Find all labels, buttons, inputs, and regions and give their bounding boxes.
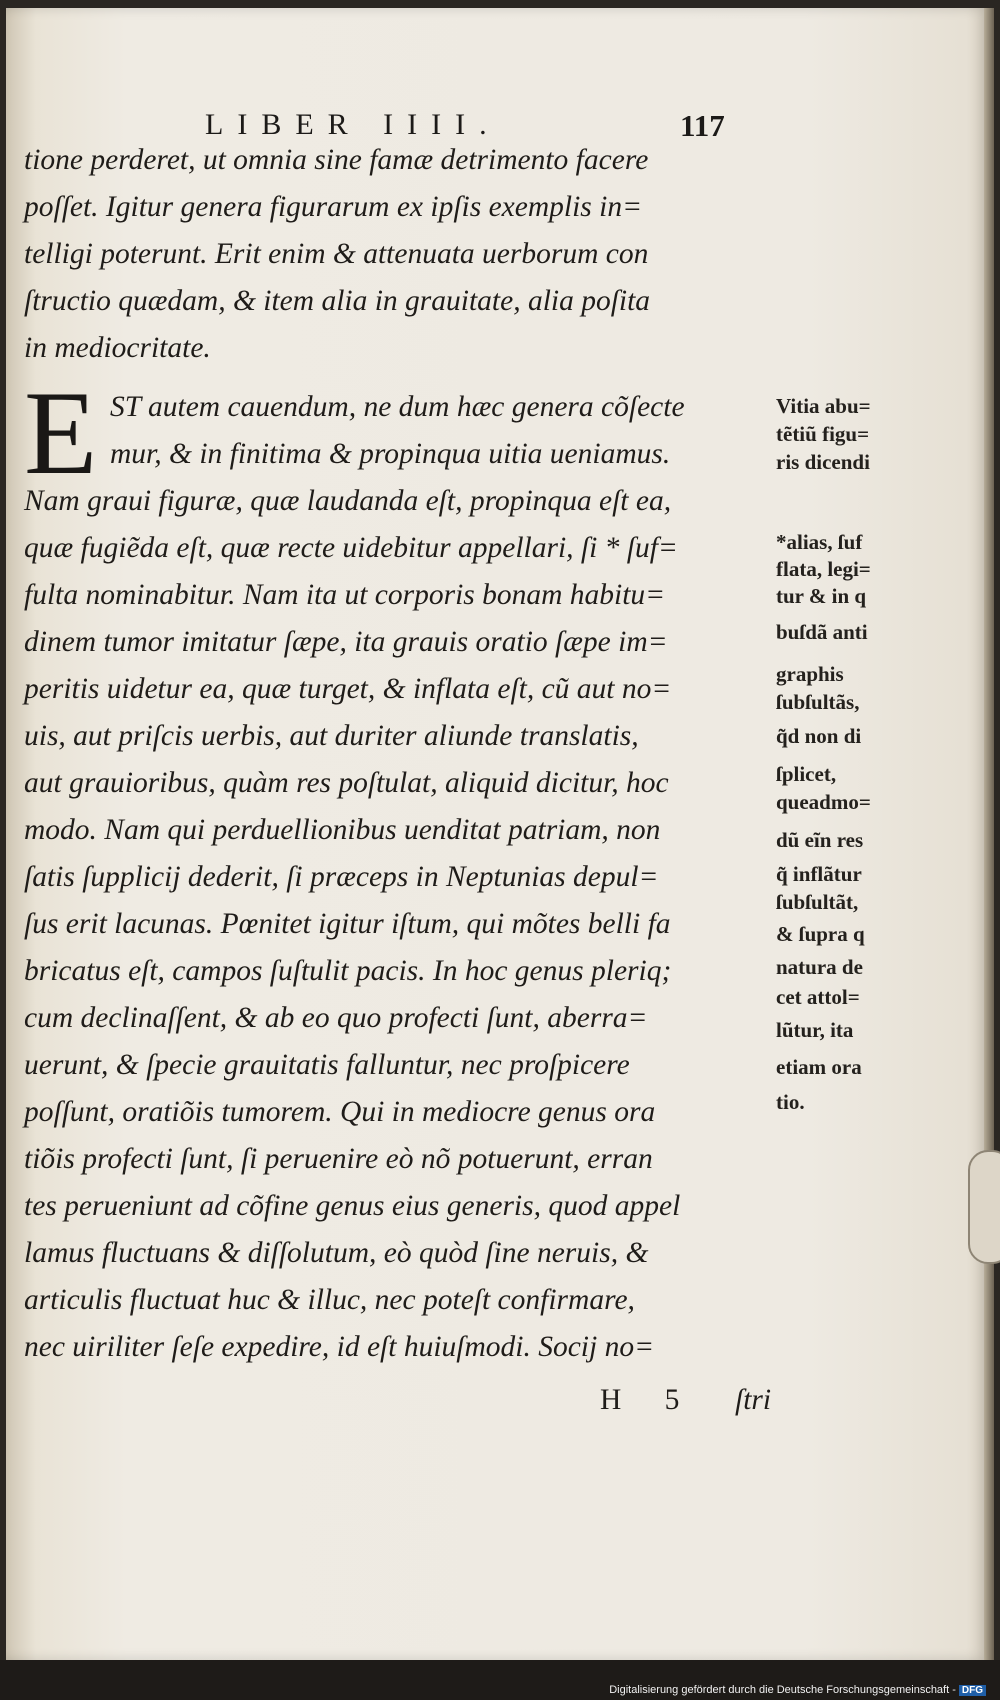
marginal-note: q̃d non di [776, 724, 862, 748]
marginal-note: & ſupra q [776, 922, 865, 946]
body-line: mur, & in finitima & propinqua uitia ueniamus. [110, 438, 671, 470]
marginal-note: flata, legi= [776, 557, 871, 581]
body-line: tiõis profecti ſunt, ſi peruenire eò nõ potuerunt, erran [24, 1143, 653, 1175]
body-line: tes perueniunt ad cõfine genus eius generis, quod appel [24, 1190, 681, 1222]
marginal-note: ſplicet, [776, 762, 837, 786]
marginal-note: q̃ inflãtur [776, 862, 862, 886]
body-line: quæ fugiẽda eſt, quæ recte uidebitur appellari, ſi * ſuf= [24, 532, 678, 564]
marginal-note: tẽtiũ figu= [776, 422, 870, 446]
marginal-note: ſubſultãs, [776, 690, 860, 714]
body-line: uis, aut priſcis uerbis, aut duriter aliunde translatis, [24, 720, 639, 752]
dfg-badge: DFG [959, 1685, 986, 1696]
marginal-note: natura de [776, 955, 863, 979]
body-line: aut grauioribus, quàm res poſtulat, aliquid dicitur, hoc [24, 767, 669, 799]
body-line: poſſet. Igitur genera figurarum ex ipſis exemplis in= [24, 191, 643, 223]
marginal-note: cet attol= [776, 985, 860, 1009]
body-line: ſatis ſupplicij dederit, ſi præceps in Neptunias depul= [24, 861, 659, 893]
marginal-note: dũ eĩn res [776, 828, 864, 852]
body-line: tione perderet, ut omnia sine famæ detrimento facere [24, 144, 649, 176]
body-line: telligi poterunt. Erit enim & attenuata uerborum con [24, 238, 649, 270]
body-line: cum declinaſſent, & ab eo quo profecti ſunt, aberra= [24, 1002, 648, 1034]
page-edge [984, 8, 994, 1660]
body-line: peritis uidetur ea, quæ turget, & inflata eſt, cũ aut no= [24, 673, 672, 705]
marginal-note: Vitia abu= [776, 394, 871, 418]
running-head: LIBER IIII. [205, 108, 501, 141]
digitization-credit [609, 1684, 986, 1696]
body-line: nec uiriliter ſeſe expedire, id eſt huiuſmodi. Socij no= [24, 1331, 654, 1363]
marginal-note: ſubſultãt, [776, 890, 859, 914]
body-line: dinem tumor imitatur ſæpe, ita grauis oratio ſæpe im= [24, 626, 668, 658]
marginal-note: queadmo= [776, 790, 871, 814]
body-line: uerunt, & ſpecie grauitatis falluntur, nec proſpicere [24, 1049, 630, 1081]
binding-hole [968, 1150, 1000, 1264]
signature-mark: H 5 [600, 1384, 698, 1416]
body-line: in mediocritate. [24, 332, 211, 364]
body-line: ſtructio quædam, & item alia in grauitate, alia poſita [24, 285, 651, 317]
marginal-note: tio. [776, 1090, 805, 1114]
body-line: ſus erit lacunas. Pœnitet igitur iſtum, qui mõtes belli fa [24, 908, 671, 940]
marginal-note: tur & in q [776, 584, 867, 608]
body-line: poſſunt, oratiõis tumorem. Qui in mediocre genus ora [24, 1096, 656, 1128]
body-line: modo. Nam qui perduellionibus uenditat patriam, non [24, 814, 661, 846]
body-line: bricatus eſt, campos ſuſtulit pacis. In hoc genus pleriq; [24, 955, 672, 987]
body-line: articulis fluctuat huc & illuc, nec poteſt confirmare, [24, 1284, 635, 1316]
credit-text: Digitalisierung gefördert durch die Deutsche Forschungsgemeinschaft - [609, 1684, 956, 1696]
marginal-note: ris dicendi [776, 450, 870, 474]
marginal-note: etiam ora [776, 1055, 862, 1079]
body-line: ST autem cauendum, ne dum hæc genera cõſecte [110, 391, 685, 423]
marginal-note: graphis [776, 662, 844, 686]
body-line: fulta nominabitur. Nam ita ut corporis bonam habitu= [24, 579, 666, 611]
drop-cap: E [24, 366, 98, 499]
page-number: 117 [680, 108, 725, 143]
marginal-note: buſdã anti [776, 620, 868, 644]
body-line: lamus fluctuans & diſſolutum, eò quòd ſine neruis, & [24, 1237, 649, 1269]
catchword: ſtri [735, 1384, 772, 1416]
body-line: Nam graui figuræ, quæ laudanda eſt, propinqua eſt ea, [24, 485, 672, 517]
marginal-note: lũtur, ita [776, 1018, 854, 1042]
marginal-note: *alias, ſuf [776, 530, 863, 554]
